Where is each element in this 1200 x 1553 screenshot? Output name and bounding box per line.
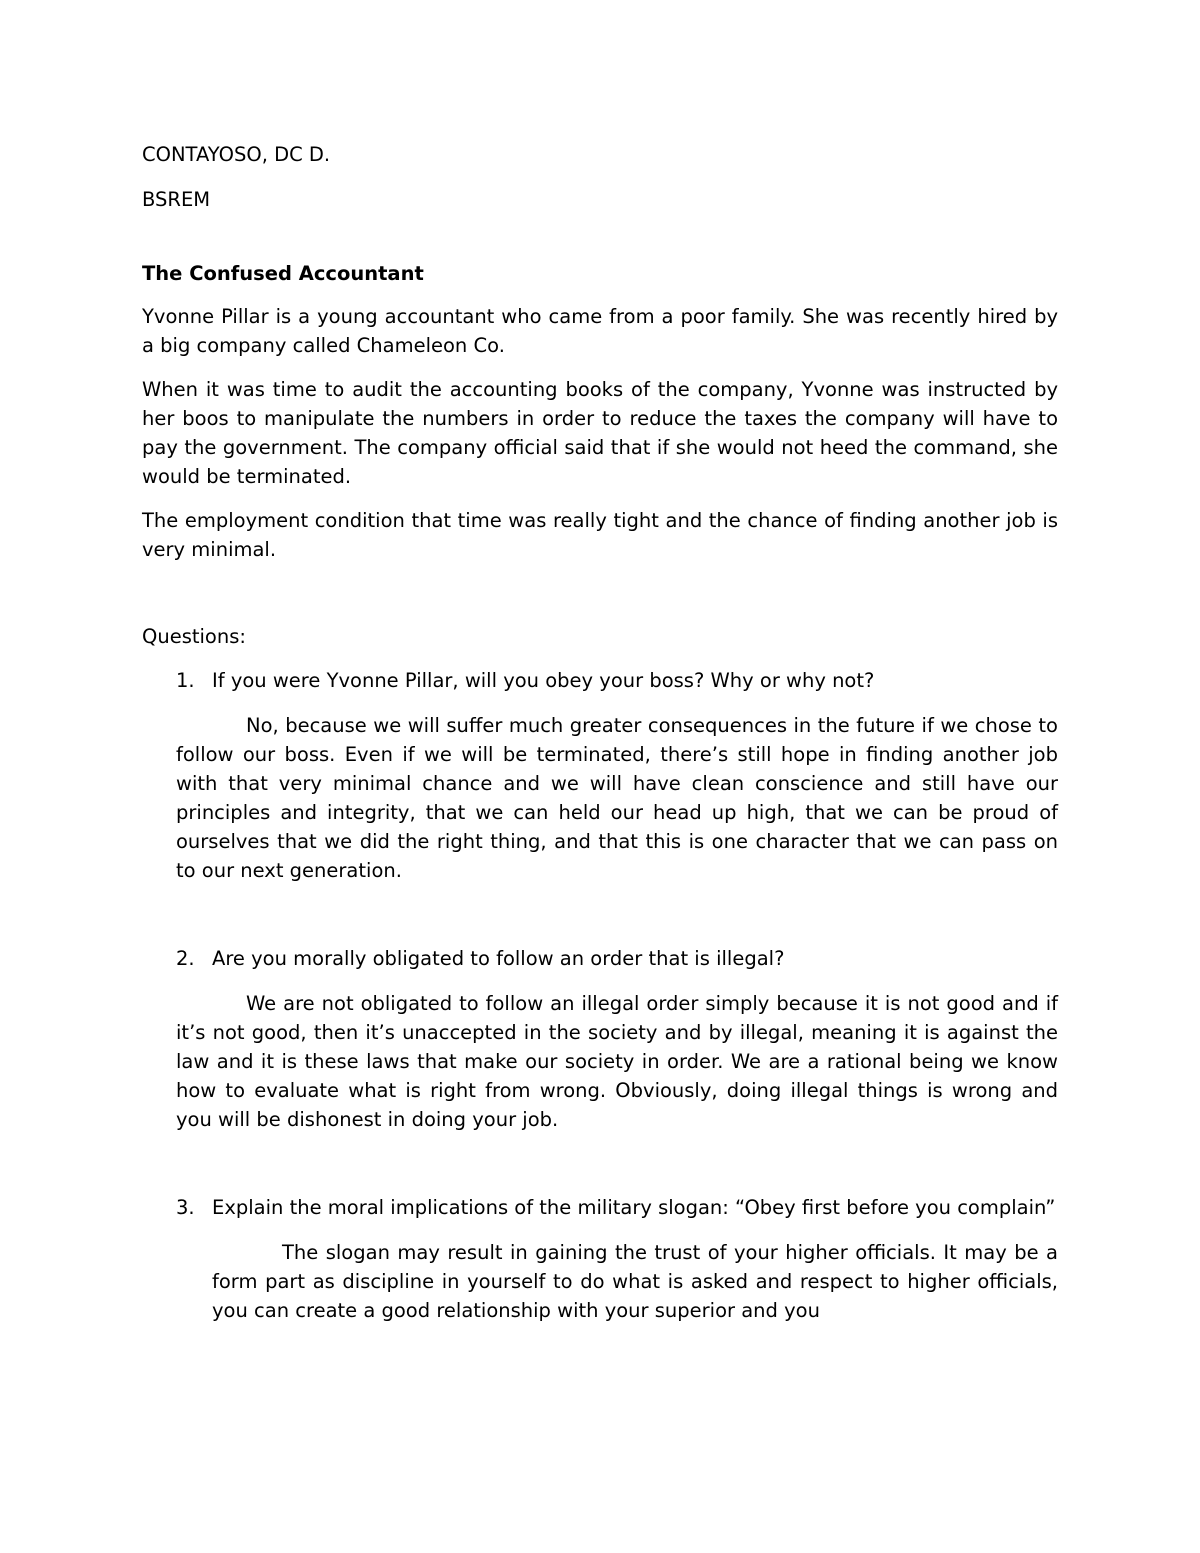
- question-text: Explain the moral implications of the military slogan: “Obey first before you complain”: [212, 1196, 1056, 1219]
- answer-text: The slogan may result in gaining the trust of your higher officials. It may be a form part as discipline in yourself to do what is asked and respect to higher officials, you can create a good relationship with your superior and you: [212, 1241, 1058, 1322]
- answer-text: No, because we will suffer much greater consequences in the future if we chose to follow our boss. Even if we will be terminated, there’s still hope in finding another job with that very minimal chance and we will have clean conscience and still have our principles and integrity, that we can held our head up high, that we can be proud of ourselves that we did the right thing, and that this is one character that we can pass on to our next generation.: [176, 714, 1058, 882]
- question-number: 1.: [176, 669, 195, 692]
- case-paragraph-1: Yvonne Pillar is a young accountant who came from a poor family. She was recently hired by a big company called Chameleon Co.: [142, 305, 1058, 357]
- question-item: [142, 1193, 1058, 1325]
- questions-list: [142, 666, 1058, 1325]
- question-text: Are you morally obligated to follow an order that is illegal?: [212, 947, 785, 970]
- student-name: CONTAYOSO, DC D.: [142, 143, 331, 166]
- document-content: [142, 140, 1058, 1325]
- question-item: [142, 666, 1058, 885]
- answer-text: We are not obligated to follow an illegal order simply because it is not good and if it’s not good, then it’s unaccepted in the society and by illegal, meaning it is against the law and it is these laws that make our society in order. We are a rational being we know how to evaluate what is right from wrong. Obviously, doing illegal things is wrong and you will be dishonest in doing your job.: [176, 992, 1058, 1131]
- question-number: 3.: [176, 1196, 195, 1219]
- student-course: BSREM: [142, 188, 211, 211]
- question-item: [142, 944, 1058, 1134]
- case-paragraph-2: When it was time to audit the accounting books of the company, Yvonne was instructed by her boos to manipulate the numbers in order to reduce the taxes the company will have to pay the government. The company official said that if she would not heed the command, she would be terminated.: [142, 378, 1058, 488]
- document-title: The Confused Accountant: [142, 262, 424, 285]
- questions-label: Questions:: [142, 625, 246, 648]
- case-paragraph-3: The employment condition that time was really tight and the chance of finding another job is very minimal.: [142, 509, 1058, 561]
- question-text: If you were Yvonne Pillar, will you obey your boss? Why or why not?: [212, 669, 875, 692]
- question-number: 2.: [176, 947, 195, 970]
